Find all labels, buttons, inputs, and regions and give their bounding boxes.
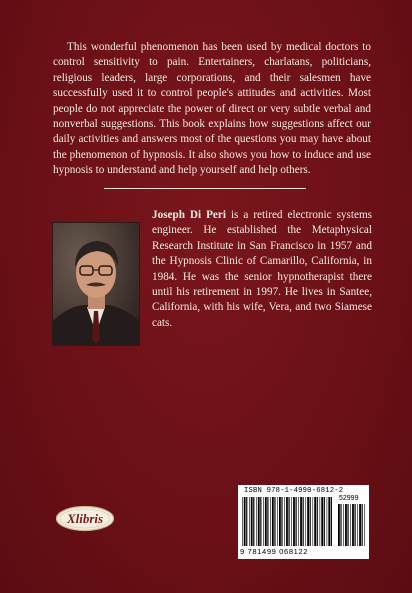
barcode-bar (249, 497, 250, 546)
author-bio-text: is a retired electronic systems engineer. He established the Metaphysical Research Institute in San Francisco in 1957 and the Hypnosis Clinic of Camarillo, California, in 1984. He was the senior hypnotherapist there until his retirement in 1997. He lives in Santee, California, with his wife, Vera, and two Siamese cats. (152, 209, 372, 329)
barcode-bar (303, 497, 304, 546)
barcode-bar (300, 497, 302, 546)
barcode-bar (364, 504, 365, 546)
barcode-bar (242, 497, 243, 546)
barcode-bar (258, 497, 260, 546)
ean-number: 9 781499 068122 (240, 547, 309, 556)
barcode-bar (340, 504, 341, 546)
barcode-bar (314, 497, 316, 546)
barcode-bar (284, 497, 285, 546)
barcode-bar (307, 497, 309, 546)
barcode-bar (321, 497, 323, 546)
xlibris-logo (55, 505, 115, 532)
barcode-bar (352, 504, 354, 546)
barcode-bar (327, 497, 328, 546)
barcode-bar (265, 497, 267, 546)
barcode-bar (260, 497, 261, 546)
barcode-bar (359, 504, 361, 546)
barcode-bar (296, 497, 297, 546)
barcode-bar (286, 497, 288, 546)
barcode-bar (288, 497, 289, 546)
barcode-bar (310, 497, 311, 546)
barcode-bar (355, 504, 356, 546)
publisher-logo-text: Xlibris (66, 511, 104, 526)
author-name: Joseph Di Peri (152, 209, 226, 221)
barcode-bar (274, 497, 275, 546)
barcode-bar (324, 497, 325, 546)
price-code: 52999 (339, 495, 359, 502)
barcode-bar (263, 497, 264, 546)
author-photo (52, 222, 140, 346)
book-description: This wonderful phenomenon has been used by medical doctors to control sensitivity to pain. Entertainers, charlatans, politicians, religious leaders, large corporations, and their salesmen have successfully used it to control people's attitudes and activities. Most people do not appreciate the power of direct or very subtle verbal and nonverbal suggestions. This book explains how suggestions affect our daily activities and answers most of the questions you may have about the phenomenon of hypnosis. It also shows you how to induce and use hypnosis to understand and help yourself and help others. (53, 41, 371, 177)
barcode-bar (313, 497, 314, 546)
barcode-bar (305, 497, 306, 546)
author-bio (152, 208, 372, 331)
barcode-bar (246, 497, 247, 546)
barcode-bar (362, 504, 363, 546)
barcode-bar (331, 497, 332, 546)
barcode-bar (270, 497, 271, 546)
barcode-bar (251, 497, 253, 546)
barcode-bar (277, 497, 278, 546)
barcode-bar (328, 497, 330, 546)
barcode-bar (281, 497, 282, 546)
barcode-bar (293, 497, 295, 546)
barcode-bar (320, 497, 321, 546)
barcode-bar (317, 497, 318, 546)
isbn-label: ISBN 978-1-4990-6812-2 (244, 487, 344, 495)
barcode-bar (267, 497, 268, 546)
barcode-bar (256, 497, 257, 546)
barcode-bar (347, 504, 348, 546)
barcode-bar (291, 497, 292, 546)
isbn-barcode (238, 485, 369, 559)
barcode-bar (343, 504, 344, 546)
barcode-bar (279, 497, 281, 546)
barcode-bar (298, 497, 299, 546)
barcode-bar (253, 497, 254, 546)
barcode-bar (357, 504, 358, 546)
barcode-bar (350, 504, 351, 546)
divider-rule (104, 188, 306, 189)
barcode-bar (338, 504, 340, 546)
barcode-bar (244, 497, 246, 546)
barcode-bar (272, 497, 274, 546)
barcode-bar (345, 504, 347, 546)
